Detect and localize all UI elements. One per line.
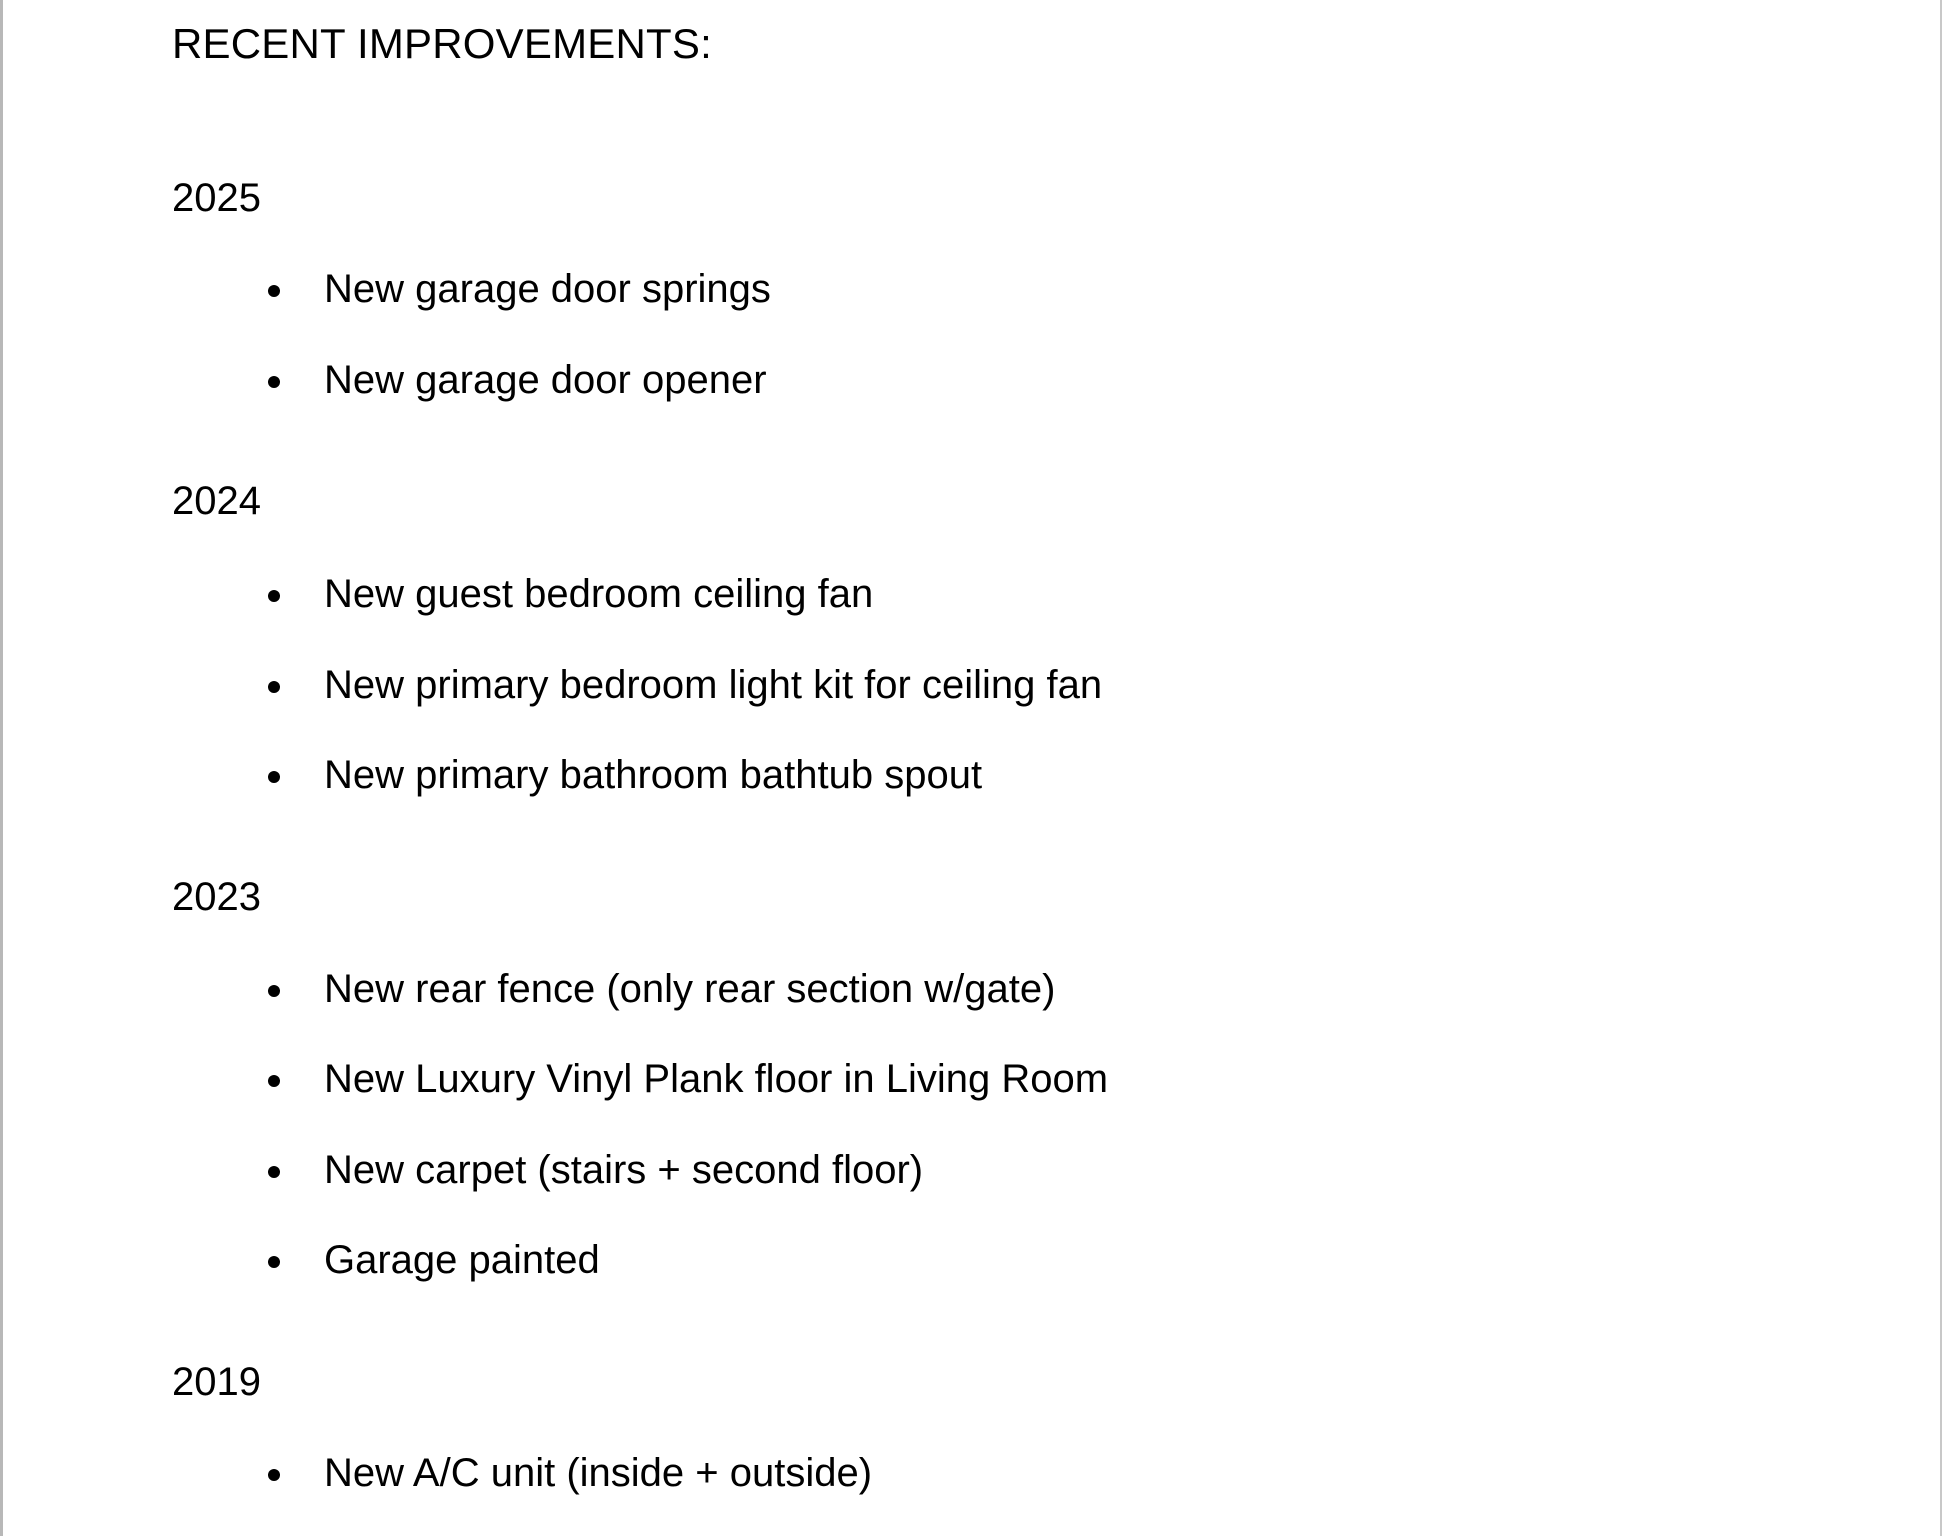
- bullet-icon: [268, 285, 280, 297]
- list-item-text: New garage door springs: [324, 267, 771, 311]
- bullet-icon: [268, 1469, 280, 1481]
- bullet-icon: [268, 1075, 280, 1087]
- page-left-border: [0, 0, 3, 1536]
- bullet-icon: [268, 590, 280, 602]
- bullet-icon: [268, 1256, 280, 1268]
- year-heading: 2025: [172, 176, 261, 220]
- year-heading: 2024: [172, 479, 261, 523]
- list-item-text: New A/C unit (inside + outside): [324, 1451, 873, 1495]
- bullet-icon: [268, 771, 280, 783]
- list-item-text: New rear fence (only rear section w/gate): [324, 967, 1056, 1011]
- year-heading: 2023: [172, 875, 261, 919]
- bullet-icon: [268, 985, 280, 997]
- bullet-icon: [268, 1166, 280, 1178]
- list-item-text: New primary bathroom bathtub spout: [324, 753, 983, 797]
- list-item-text: New guest bedroom ceiling fan: [324, 572, 874, 616]
- year-heading: 2019: [172, 1360, 261, 1404]
- bullet-icon: [268, 681, 280, 693]
- document-title: RECENT IMPROVEMENTS:: [172, 20, 712, 67]
- list-item-text: New Luxury Vinyl Plank floor in Living Room: [324, 1057, 1109, 1101]
- list-item-text: New primary bedroom light kit for ceiling fan: [324, 663, 1103, 707]
- list-item-text: New garage door opener: [324, 358, 767, 402]
- list-item-text: Garage painted: [324, 1238, 600, 1282]
- list-item-text: New carpet (stairs + second floor): [324, 1148, 924, 1192]
- bullet-icon: [268, 376, 280, 388]
